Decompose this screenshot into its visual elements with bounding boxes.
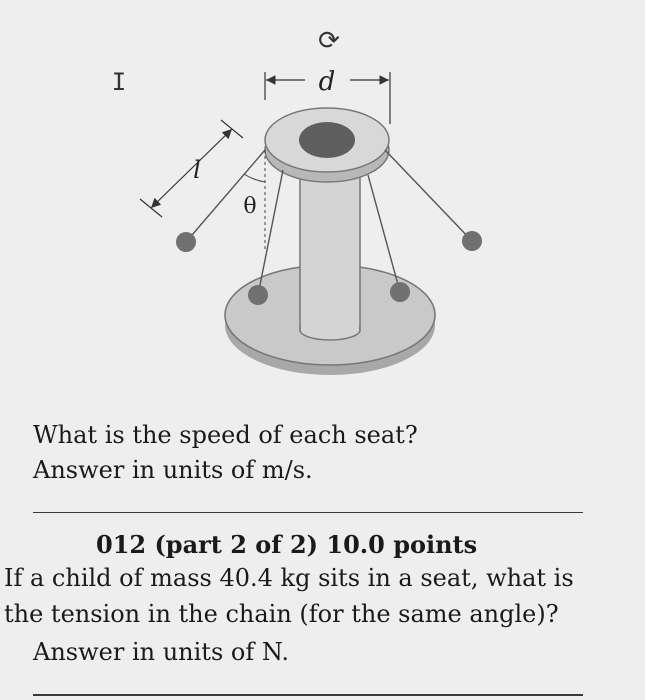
central-pole xyxy=(300,160,360,340)
part1-question: What is the speed of each seat? xyxy=(33,421,418,449)
seat xyxy=(176,232,196,252)
theta-label: θ xyxy=(243,194,257,219)
part2-header: 012 (part 2 of 2) 10.0 points xyxy=(96,530,478,559)
part2-question-line2: the tension in the chain (for the same angle)? xyxy=(4,600,559,628)
text-cursor-icon: I xyxy=(111,68,127,96)
length-label: l xyxy=(193,156,201,184)
part1-units: Answer in units of m/s. xyxy=(33,456,313,484)
divider xyxy=(33,512,583,513)
divider xyxy=(33,694,583,696)
part2-units: Answer in units of N. xyxy=(33,638,289,666)
seat xyxy=(462,231,482,251)
theta-arc xyxy=(244,174,265,182)
rotation-icon: ⟳ xyxy=(318,26,340,56)
length-dimension xyxy=(140,120,243,217)
seat xyxy=(248,285,268,305)
seat xyxy=(390,282,410,302)
diameter-label: d xyxy=(318,67,336,97)
part2-question-line1: If a child of mass 40.4 kg sits in a seat, what is xyxy=(4,564,574,592)
top-disk xyxy=(265,108,389,182)
